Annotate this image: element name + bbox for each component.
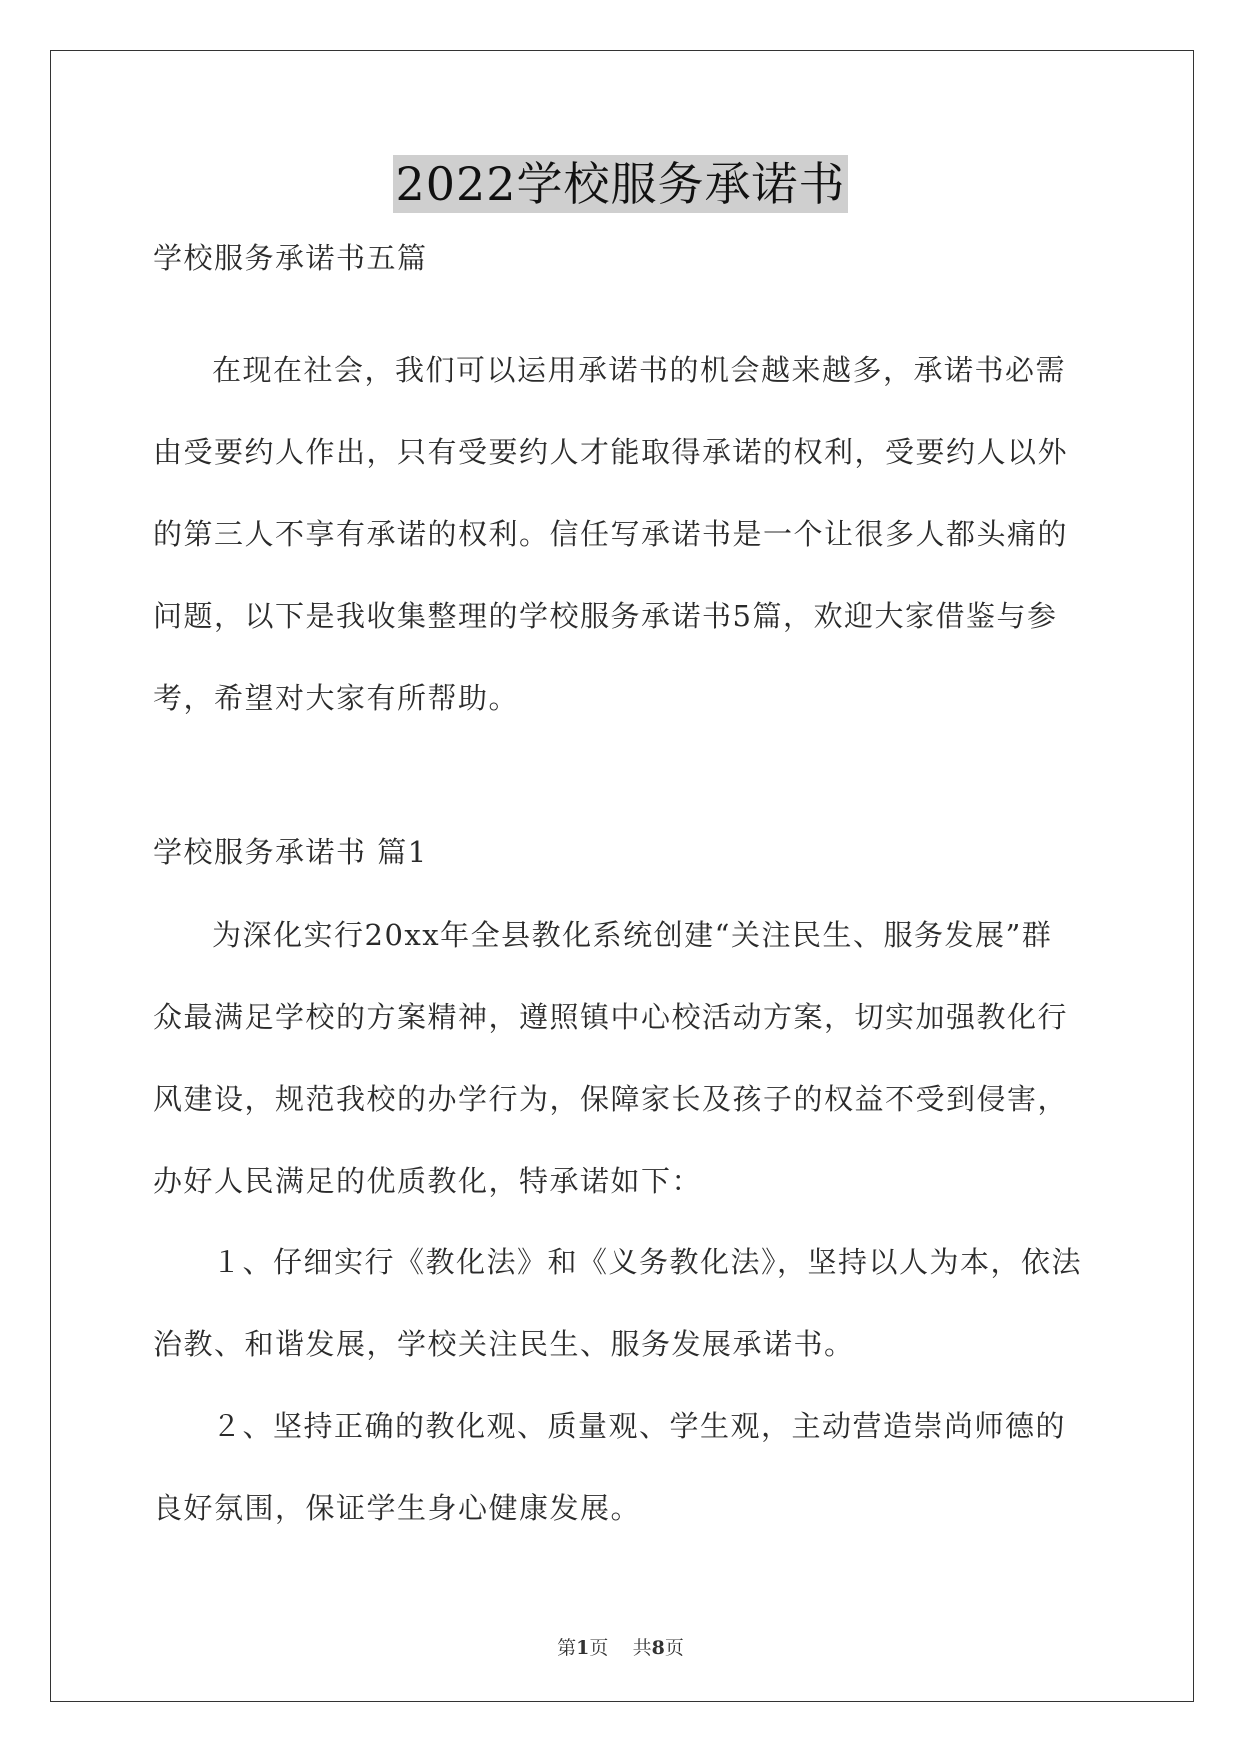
- paragraph-line: 在现在社会，我们可以运用承诺书的机会越来越多，承诺书必需: [212, 353, 1067, 387]
- paragraph-line: 风建设，规范我校的办学行为，保障家长及孩子的权益不受到侵害，: [153, 1082, 1069, 1116]
- paragraph-line: 问题，以下是我收集整理的学校服务承诺书5篇，欢迎大家借鉴与参: [153, 599, 1058, 633]
- title-container: [0, 155, 1241, 213]
- paragraph-line: 的第三人不享有承诺的权利。信任写承诺书是一个让很多人都头痛的: [153, 517, 1069, 551]
- page-footer: [0, 1633, 1241, 1660]
- footer-prefix: 第: [557, 1637, 577, 1659]
- paragraph-line: 众最满足学校的方案精神，遵照镇中心校活动方案，切实加强教化行: [153, 1000, 1069, 1034]
- footer-current-page: 1: [576, 1637, 590, 1659]
- paragraph-line: 由受要约人作出，只有受要约人才能取得承诺的权利，受要约人以外: [153, 435, 1069, 469]
- list-item-line: ２、坚持正确的教化观、质量观、学生观，主动营造崇尚师德的: [212, 1409, 1067, 1443]
- paragraph-line: 为深化实行20xx年全县教化系统创建“关注民生、服务发展”群: [212, 918, 1053, 952]
- page-border: [50, 50, 1194, 1702]
- list-item-line: １、仔细实行《教化法》和《义务教化法》，坚持以人为本，依法: [212, 1245, 1083, 1279]
- document-title: 2022学校服务承诺书: [395, 157, 846, 211]
- section-heading: 学校服务承诺书 篇1: [153, 835, 428, 869]
- footer-mid: 页 共: [589, 1637, 652, 1659]
- paragraph-line: 考，希望对大家有所帮助。: [153, 681, 520, 715]
- list-item-line: 治教、和谐发展，学校关注民生、服务发展承诺书。: [153, 1327, 855, 1361]
- footer-suffix: 页: [664, 1637, 684, 1659]
- paragraph-line: 办好人民满足的优质教化，特承诺如下：: [153, 1164, 703, 1198]
- list-item-line: 良好氛围，保证学生身心健康发展。: [153, 1491, 642, 1525]
- subtitle-line: 学校服务承诺书五篇: [153, 241, 428, 275]
- footer-total-pages: 8: [651, 1637, 665, 1659]
